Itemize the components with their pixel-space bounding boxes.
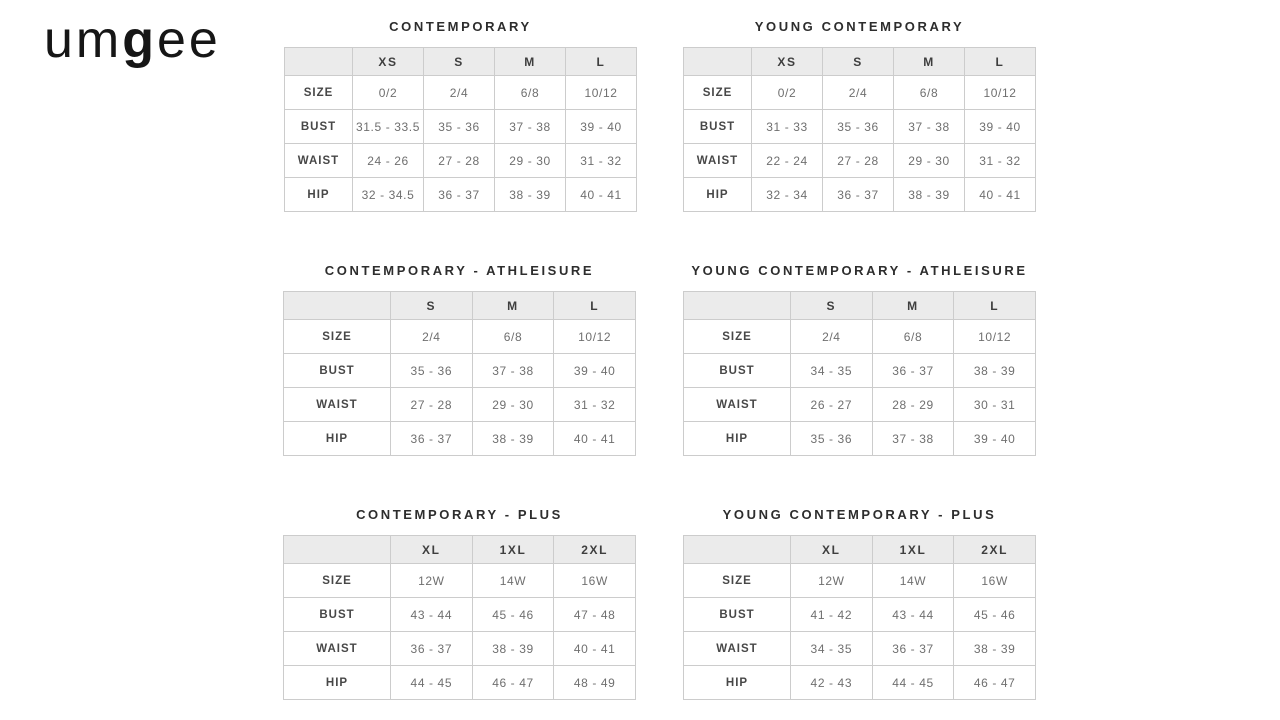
size-value-cell: 31.5 - 33.5 — [353, 110, 424, 144]
row-label-bust: BUST — [684, 354, 791, 388]
size-value-cell: 0/2 — [752, 76, 823, 110]
size-chart-contemporary — [284, 19, 637, 212]
column-header-m: M — [894, 48, 965, 76]
table-row-size — [684, 76, 1036, 110]
table-row-bust — [684, 354, 1036, 388]
size-value-cell: 2/4 — [791, 320, 873, 354]
corner-cell — [284, 536, 391, 564]
size-chart-table — [283, 535, 636, 700]
size-value-cell: 27 - 28 — [424, 144, 495, 178]
size-value-cell: 45 - 46 — [954, 598, 1036, 632]
size-value-cell: 27 - 28 — [823, 144, 894, 178]
size-value-cell: 41 - 42 — [791, 598, 873, 632]
size-chart-table — [683, 47, 1036, 212]
size-value-cell: 39 - 40 — [954, 422, 1036, 456]
table-row-bust — [684, 598, 1036, 632]
table-row-waist — [684, 144, 1036, 178]
table-row-hip — [284, 422, 636, 456]
size-value-cell: 32 - 34.5 — [353, 178, 424, 212]
row-label-waist: WAIST — [684, 388, 791, 422]
row-label-hip: HIP — [285, 178, 353, 212]
row-label-hip: HIP — [284, 666, 391, 700]
size-value-cell: 40 - 41 — [554, 632, 636, 666]
table-row-bust — [684, 110, 1036, 144]
size-chart-young-contemporary-athleisure — [683, 263, 1036, 456]
size-value-cell: 10/12 — [566, 76, 637, 110]
size-value-cell: 44 - 45 — [872, 666, 954, 700]
row-label-size: SIZE — [284, 564, 391, 598]
table-row-hip — [684, 422, 1036, 456]
size-value-cell: 36 - 37 — [823, 178, 894, 212]
table-row-size — [285, 76, 637, 110]
row-label-bust: BUST — [684, 598, 791, 632]
row-label-size: SIZE — [284, 320, 391, 354]
table-row-bust — [285, 110, 637, 144]
column-header-l: L — [554, 292, 636, 320]
column-header-xs: XS — [752, 48, 823, 76]
size-value-cell: 34 - 35 — [791, 632, 873, 666]
size-value-cell: 42 - 43 — [791, 666, 873, 700]
table-row-waist — [684, 388, 1036, 422]
table-row-hip — [684, 666, 1036, 700]
size-value-cell: 6/8 — [872, 320, 954, 354]
column-header-s: S — [424, 48, 495, 76]
size-value-cell: 35 - 36 — [823, 110, 894, 144]
size-value-cell: 37 - 38 — [495, 110, 566, 144]
size-value-cell: 38 - 39 — [495, 178, 566, 212]
size-value-cell: 35 - 36 — [424, 110, 495, 144]
corner-cell — [284, 292, 391, 320]
size-value-cell: 38 - 39 — [472, 422, 554, 456]
size-value-cell: 47 - 48 — [554, 598, 636, 632]
row-label-waist: WAIST — [684, 632, 791, 666]
table-row-size — [284, 320, 636, 354]
table-row-waist — [684, 632, 1036, 666]
table-row-hip — [684, 178, 1036, 212]
size-value-cell: 40 - 41 — [554, 422, 636, 456]
size-value-cell: 48 - 49 — [554, 666, 636, 700]
size-chart-table — [683, 535, 1036, 700]
size-value-cell: 43 - 44 — [872, 598, 954, 632]
size-value-cell: 36 - 37 — [872, 632, 954, 666]
size-value-cell: 36 - 37 — [391, 632, 473, 666]
table-header-row — [684, 536, 1036, 564]
size-value-cell: 0/2 — [353, 76, 424, 110]
size-value-cell: 14W — [872, 564, 954, 598]
size-value-cell: 2/4 — [424, 76, 495, 110]
size-chart-title: CONTEMPORARY — [389, 19, 532, 34]
column-header-l: L — [566, 48, 637, 76]
row-label-size: SIZE — [684, 320, 791, 354]
column-header-2xl: 2XL — [554, 536, 636, 564]
column-header-1xl: 1XL — [872, 536, 954, 564]
size-chart-young-contemporary-plus — [683, 507, 1036, 700]
table-row-bust — [284, 354, 636, 388]
corner-cell — [684, 536, 791, 564]
size-value-cell: 43 - 44 — [391, 598, 473, 632]
table-row-hip — [285, 178, 637, 212]
row-label-size: SIZE — [684, 564, 791, 598]
column-header-s: S — [791, 292, 873, 320]
logo-text-bold-g: g — [122, 11, 158, 69]
size-value-cell: 45 - 46 — [472, 598, 554, 632]
table-row-size — [284, 564, 636, 598]
size-chart-table — [283, 291, 636, 456]
row-label-bust: BUST — [285, 110, 353, 144]
size-chart-title: CONTEMPORARY - ATHLEISURE — [324, 263, 595, 278]
size-value-cell: 24 - 26 — [353, 144, 424, 178]
row-label-hip: HIP — [284, 422, 391, 456]
size-chart-contemporary-plus — [283, 507, 636, 700]
size-value-cell: 10/12 — [965, 76, 1036, 110]
size-value-cell: 28 - 29 — [872, 388, 954, 422]
size-value-cell: 46 - 47 — [472, 666, 554, 700]
brand-logo — [44, 12, 221, 69]
size-value-cell: 12W — [391, 564, 473, 598]
logo-text: um — [44, 11, 123, 69]
size-value-cell: 44 - 45 — [391, 666, 473, 700]
size-value-cell: 34 - 35 — [791, 354, 873, 388]
size-value-cell: 29 - 30 — [495, 144, 566, 178]
column-header-s: S — [391, 292, 473, 320]
column-header-1xl: 1XL — [472, 536, 554, 564]
size-value-cell: 40 - 41 — [965, 178, 1036, 212]
size-value-cell: 16W — [554, 564, 636, 598]
size-chart-title: YOUNG CONTEMPORARY - PLUS — [722, 507, 997, 522]
size-value-cell: 31 - 33 — [752, 110, 823, 144]
row-label-bust: BUST — [284, 354, 391, 388]
row-label-waist: WAIST — [284, 388, 391, 422]
table-header-row — [284, 536, 636, 564]
table-header-row — [284, 292, 636, 320]
table-row-waist — [284, 632, 636, 666]
size-value-cell: 10/12 — [954, 320, 1036, 354]
size-value-cell: 27 - 28 — [391, 388, 473, 422]
table-row-waist — [285, 144, 637, 178]
size-value-cell: 37 - 38 — [894, 110, 965, 144]
size-value-cell: 38 - 39 — [954, 354, 1036, 388]
column-header-m: M — [872, 292, 954, 320]
size-value-cell: 37 - 38 — [472, 354, 554, 388]
row-label-bust: BUST — [684, 110, 752, 144]
table-row-size — [684, 564, 1036, 598]
row-label-waist: WAIST — [285, 144, 353, 178]
row-label-hip: HIP — [684, 666, 791, 700]
size-value-cell: 29 - 30 — [472, 388, 554, 422]
row-label-waist: WAIST — [284, 632, 391, 666]
size-value-cell: 38 - 39 — [954, 632, 1036, 666]
column-header-xl: XL — [791, 536, 873, 564]
row-label-bust: BUST — [284, 598, 391, 632]
row-label-hip: HIP — [684, 422, 791, 456]
table-header-row — [684, 48, 1036, 76]
corner-cell — [684, 48, 752, 76]
table-row-bust — [284, 598, 636, 632]
size-value-cell: 6/8 — [495, 76, 566, 110]
column-header-l: L — [954, 292, 1036, 320]
table-header-row — [285, 48, 637, 76]
size-value-cell: 31 - 32 — [566, 144, 637, 178]
size-value-cell: 22 - 24 — [752, 144, 823, 178]
size-value-cell: 10/12 — [554, 320, 636, 354]
corner-cell — [285, 48, 353, 76]
size-value-cell: 36 - 37 — [872, 354, 954, 388]
column-header-m: M — [472, 292, 554, 320]
size-chart-contemporary-athleisure — [283, 263, 636, 456]
size-value-cell: 31 - 32 — [965, 144, 1036, 178]
size-value-cell: 38 - 39 — [472, 632, 554, 666]
size-value-cell: 46 - 47 — [954, 666, 1036, 700]
row-label-waist: WAIST — [684, 144, 752, 178]
size-value-cell: 30 - 31 — [954, 388, 1036, 422]
table-row-waist — [284, 388, 636, 422]
size-value-cell: 2/4 — [391, 320, 473, 354]
column-header-xl: XL — [391, 536, 473, 564]
size-value-cell: 38 - 39 — [894, 178, 965, 212]
size-value-cell: 6/8 — [894, 76, 965, 110]
column-header-xs: XS — [353, 48, 424, 76]
size-value-cell: 31 - 32 — [554, 388, 636, 422]
size-value-cell: 36 - 37 — [424, 178, 495, 212]
size-value-cell: 29 - 30 — [894, 144, 965, 178]
size-chart-table — [683, 291, 1036, 456]
column-header-m: M — [495, 48, 566, 76]
size-chart-title: CONTEMPORARY - PLUS — [356, 507, 563, 522]
size-value-cell: 40 - 41 — [566, 178, 637, 212]
row-label-size: SIZE — [684, 76, 752, 110]
size-value-cell: 2/4 — [823, 76, 894, 110]
size-value-cell: 6/8 — [472, 320, 554, 354]
size-value-cell: 39 - 40 — [965, 110, 1036, 144]
table-header-row — [684, 292, 1036, 320]
column-header-2xl: 2XL — [954, 536, 1036, 564]
size-chart-title: YOUNG CONTEMPORARY — [754, 19, 965, 34]
size-chart-title: YOUNG CONTEMPORARY - ATHLEISURE — [691, 263, 1028, 278]
size-value-cell: 37 - 38 — [872, 422, 954, 456]
column-header-l: L — [965, 48, 1036, 76]
size-chart-young-contemporary — [683, 19, 1036, 212]
corner-cell — [684, 292, 791, 320]
size-chart-table — [284, 47, 637, 212]
size-value-cell: 14W — [472, 564, 554, 598]
logo-text: ee — [157, 11, 221, 69]
row-label-size: SIZE — [285, 76, 353, 110]
size-value-cell: 39 - 40 — [554, 354, 636, 388]
size-value-cell: 12W — [791, 564, 873, 598]
column-header-s: S — [823, 48, 894, 76]
table-row-hip — [284, 666, 636, 700]
size-value-cell: 36 - 37 — [391, 422, 473, 456]
size-value-cell: 32 - 34 — [752, 178, 823, 212]
size-value-cell: 35 - 36 — [391, 354, 473, 388]
size-value-cell: 35 - 36 — [791, 422, 873, 456]
size-value-cell: 16W — [954, 564, 1036, 598]
row-label-hip: HIP — [684, 178, 752, 212]
size-value-cell: 26 - 27 — [791, 388, 873, 422]
table-row-size — [684, 320, 1036, 354]
size-value-cell: 39 - 40 — [566, 110, 637, 144]
